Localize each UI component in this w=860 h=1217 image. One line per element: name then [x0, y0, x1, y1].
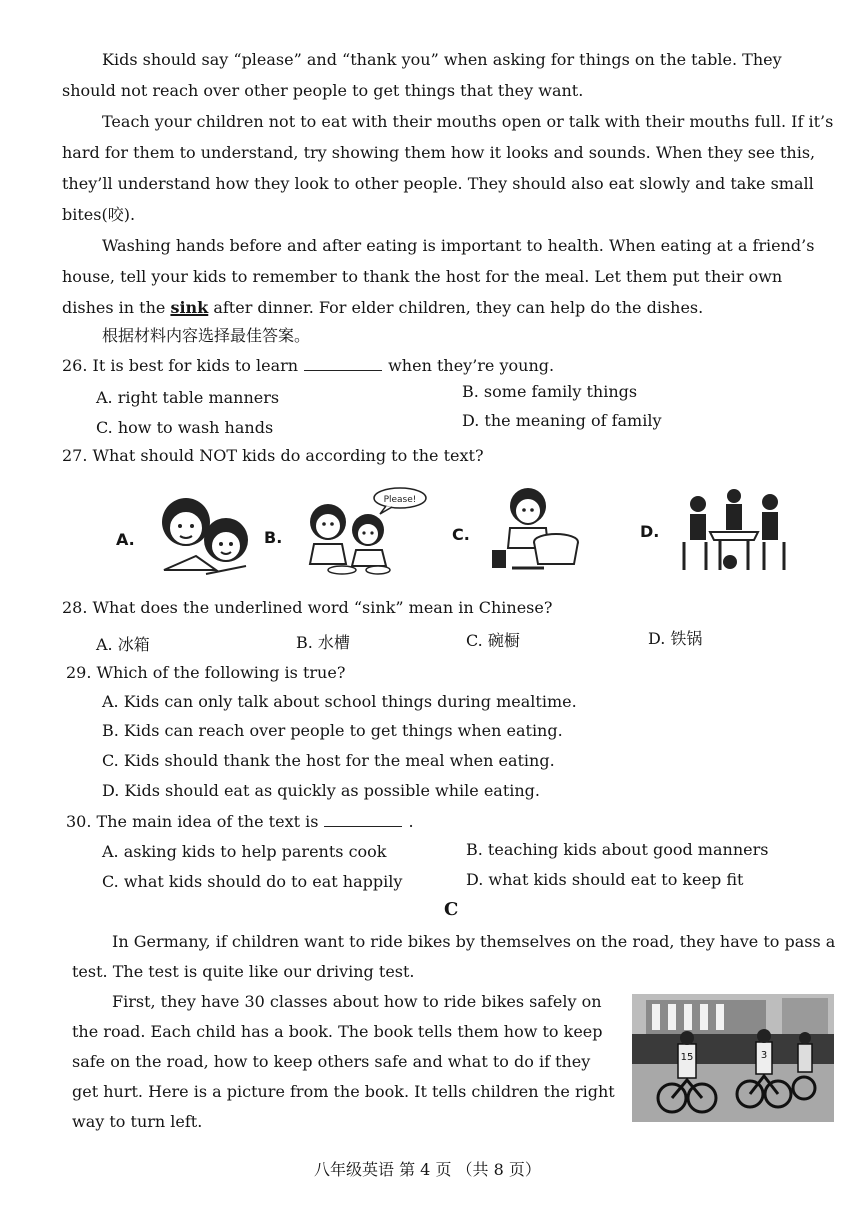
q27-label-a: A.: [116, 530, 135, 549]
answer-blank: [324, 814, 402, 827]
question-text: .: [408, 812, 414, 831]
q29-option-b: B. Kids can reach over people to get things when eating.: [102, 721, 563, 740]
q29-option-a: A. Kids can only talk about school things during mealtime.: [102, 692, 577, 711]
passage-b-paragraph-1: [62, 44, 834, 106]
question-29: 29. Which of the following is true?: [66, 663, 346, 682]
q27-label-b: B.: [264, 528, 283, 547]
kids-talking-picture: [156, 492, 258, 578]
q30-option-b: B. teaching kids about good manners: [466, 840, 769, 859]
question-30: [66, 812, 414, 831]
paragraph-text: First, they have 30 classes about how to ride bikes safely on the road. Each child has a book. The book tells them how to keep safe on the road, how to keep others safe and what to do if they get hurt. Here is a picture from the book. It tells children the right way to turn left.: [72, 992, 615, 1131]
q28-option-b: B. 水槽: [296, 633, 350, 652]
kids-saying-please-picture: [294, 484, 434, 576]
q26-option-b: B. some family things: [462, 382, 638, 401]
bib-number: 15: [680, 1052, 694, 1063]
q27-label-c: C.: [452, 525, 470, 544]
kid-washing-hands-picture: [486, 484, 584, 574]
q26-option-c: C. how to wash hands: [96, 418, 274, 437]
paragraph-text: In Germany, if children want to ride bikes by themselves on the road, they have to pass a test. The test is quite like our driving test.: [72, 932, 836, 981]
q26-option-d: D. the meaning of family: [462, 411, 662, 430]
q27-label-d: D.: [640, 522, 660, 541]
q30-option-d: D. what kids should eat to keep fit: [466, 870, 744, 889]
q28-option-a: A. 冰箱: [96, 635, 150, 654]
section-c-heading: C: [444, 899, 459, 920]
q28-option-d: D. 铁锅: [648, 629, 703, 648]
paragraph-text: after dinner. For elder children, they can help do the dishes.: [208, 298, 704, 317]
q28-option-c: C. 碗橱: [466, 631, 520, 650]
section-c-paragraph-1: [72, 927, 842, 987]
question-28: 28. What does the underlined word “sink” mean in Chinese?: [62, 598, 553, 617]
paragraph-text: Washing hands before and after eating is important to health. When eating at a friend’s house, tell your kids to remember to thank the host for the meal. Let them put their own dishes in the: [62, 236, 815, 317]
section-c-paragraph-2: [72, 987, 620, 1137]
q29-option-d: D. Kids should eat as quickly as possible while eating.: [102, 781, 540, 800]
passage-b-paragraph-3: [62, 230, 834, 323]
underlined-word-sink: sink: [170, 298, 209, 317]
speech-bubble-text: Please!: [383, 495, 417, 505]
q30-option-a: A. asking kids to help parents cook: [102, 842, 387, 861]
page-footer: 八年级英语 第 4 页 （共 8 页）: [314, 1160, 541, 1179]
instruction: 根据材料内容选择最佳答案。: [102, 326, 311, 345]
passage-b-paragraph-2: [62, 106, 834, 230]
question-text: 26. It is best for kids to learn: [62, 356, 299, 375]
q29-option-c: C. Kids should thank the host for the meal when eating.: [102, 751, 555, 770]
q30-option-c: C. what kids should do to eat happily: [102, 872, 403, 891]
kids-cycling-photo: [632, 994, 834, 1122]
paragraph-text: Teach your children not to eat with their mouths open or talk with their mouths full. If it’s hard for them to understand, try showing them how it looks and sounds. When they see this, they’ll understand how they look to other people. They should also eat slowly and take small bites(咬).: [62, 112, 834, 224]
question-text: 30. The main idea of the text is: [66, 812, 319, 831]
question-text: when they’re young.: [388, 356, 555, 375]
question-26: [62, 356, 554, 375]
question-27: 27. What should NOT kids do according to the text?: [62, 446, 484, 465]
bib-number: 3: [760, 1050, 768, 1061]
q26-option-a: A. right table manners: [96, 388, 280, 407]
people-at-table-picture: [676, 482, 792, 578]
answer-blank: [304, 358, 382, 371]
paragraph-text: Kids should say “please” and “thank you” when asking for things on the table. They should not reach over other people to get things that they want.: [62, 50, 782, 100]
